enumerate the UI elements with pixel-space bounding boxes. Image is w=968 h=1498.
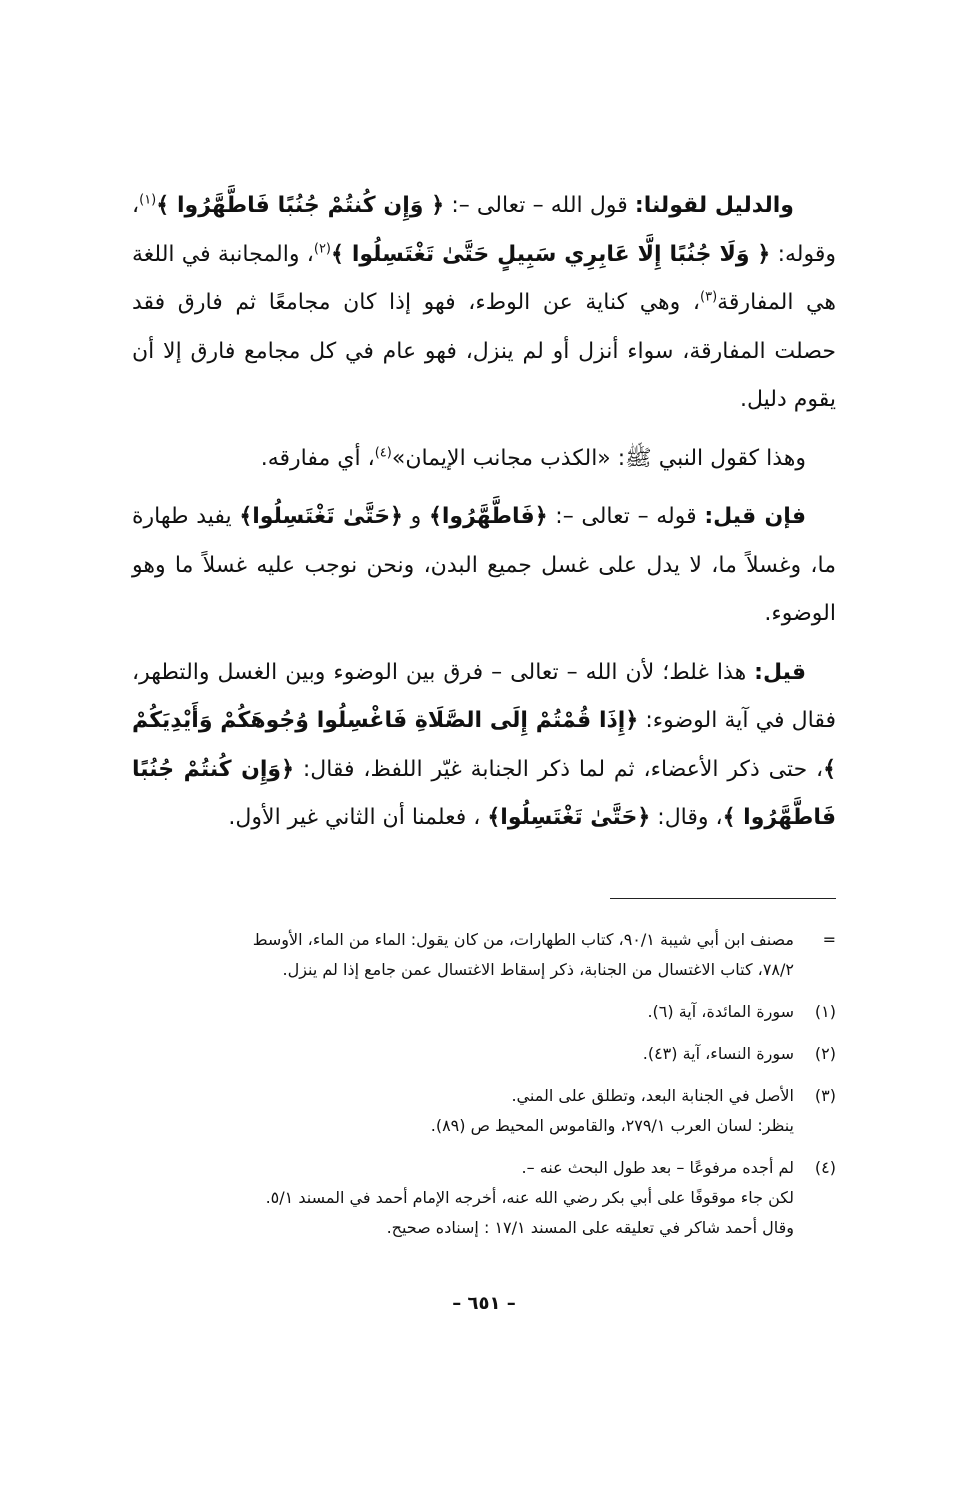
quran-quote: ﴿حَتَّىٰ تَغْتَسِلُوا﴾ [239, 504, 403, 529]
paragraph-objection [132, 493, 836, 639]
text-run: ، أي مفارقه. [260, 445, 375, 471]
footnote-line: وقال أحمد شاكر في تعليقه على المسند ١٧/١ : إسناده صحيح. [386, 1218, 794, 1237]
quran-quote: ﴿فَاطَّهَّرُوا﴾ [428, 504, 548, 529]
text-run: قوله – تعالى –: [547, 504, 705, 529]
quran-quote: ﴿ وَإِن كُنتُمْ جُنُبًا فَاطَّهَّرُوا ﴾ [156, 193, 445, 218]
footnote-ref[interactable]: (١) [139, 192, 157, 208]
footnote-number: (٣) [814, 1086, 836, 1105]
footnote-number: (١) [814, 1002, 836, 1021]
footnote-line: لم أجده مرفوعًا – بعد طول البحث عنه –. [521, 1158, 794, 1177]
footnote-line: مصنف ابن أبي شيبة ٩٠/١، كتاب الطهارات، من كان يقول: الماء من الماء، الأوسط [252, 930, 794, 949]
quran-quote: ﴿حَتَّىٰ تَغْتَسِلُوا﴾ [487, 805, 651, 830]
lead-phrase: والدليل لقولنا: [634, 193, 794, 218]
paragraph-evidence [132, 182, 836, 425]
footnote-ref[interactable]: (٢) [313, 241, 331, 257]
text-run: ، فعلمنا أن الثاني غير الأول. [228, 805, 488, 830]
footnote-line: ٧٨/٢، كتاب الاغتسال من الجنابة، ذكر إسقاط الاغتسال عمن جامع إذا لم ينزل. [282, 960, 794, 979]
quran-quote: ﴿إِذَا قُمْتُمْ إِلَى الصَّلَاةِ فَاغْسِلُوا وُجُوهَكُمْ وَأَيْدِيَكُمْ ﴾ [132, 708, 836, 782]
lead-phrase: فإن قيل: [704, 504, 806, 529]
footnote-line: سورة النساء، آية (٤٣). [642, 1044, 794, 1063]
footnote-ref[interactable]: (٣) [700, 289, 718, 305]
footnote-line: ينظر: لسان العرب ٢٧٩/١، والقاموس المحيط ص (٨٩). [430, 1116, 794, 1135]
footnote-1 [132, 997, 836, 1027]
text-run: ، وقال: [650, 805, 723, 830]
main-text [132, 182, 836, 853]
text-run: يفيد طهارة ما، وغسلاً ما، لا يدل على غسل جميع البدن، ونحن نوجب عليه غسلاً ما وهو الوضوء. [132, 504, 836, 626]
footnote-number: (٢) [814, 1044, 836, 1063]
footnote-continued [132, 925, 836, 985]
footnote-line: سورة المائدة، آية (٦). [647, 1002, 794, 1021]
footnote-ref[interactable]: (٤) [374, 445, 392, 461]
footnote-3 [132, 1081, 836, 1141]
footnote-4 [132, 1153, 836, 1243]
quran-quote: ﴿ وَلَا جُنُبًا إِلَّا عَابِرِي سَبِيلٍ حَتَّىٰ تَغْتَسِلُوا ﴾ [331, 241, 771, 267]
footnote-line: لكن جاء موقوفًا على أبي بكر رضي الله عنه، أخرجه الإمام أحمد في المسند ٥/١. [265, 1188, 794, 1207]
text-run: وهذا كقول النبي ﷺ: «الكذب مجانب الإيمان» [391, 445, 806, 471]
text-run: ، وهي كناية عن الوطء، فهو إذا كان مجامعًا ثم فارق فقد حصلت المفارقة، سواء أنزل أو لم ينزل، فهو عام في كل مجامع فارق إلا أن يقوم دليل. [132, 290, 836, 412]
lead-phrase: قيل: [754, 659, 806, 685]
text-run: قول الله – تعالى –: [444, 193, 635, 218]
paragraph-hadith [132, 435, 836, 484]
footnote-divider [610, 898, 836, 899]
paragraph-reply [132, 649, 836, 843]
text-run: ، والمجانبة في اللغة هي المفارقة [132, 241, 836, 315]
footnote-line: الأصل في الجنابة البعد، وتطلق على المني. [511, 1086, 794, 1105]
quran-quote: ﴿وَإِن كُنتُمْ جُنُبًا فَاطَّهَّرُوا ﴾ [132, 756, 836, 830]
page-number: – ٦٥١ – [452, 1293, 516, 1314]
text-run: هذا غلط؛ لأن الله – تعالى – فرق بين الوضوء وبين الغسل والتطهر، فقال في آية الوضوء: [132, 659, 836, 733]
text-run: و [402, 504, 429, 529]
text-run: ، وقوله: [132, 193, 836, 267]
continuation-marker: = [822, 930, 836, 949]
text-run: ، حتى ذكر الأعضاء، ثم لما ذكر الجنابة غيّر اللفظ، فقال: [293, 756, 824, 782]
footnote-2 [132, 1039, 836, 1069]
footnote-number: (٤) [814, 1158, 836, 1177]
footnotes [132, 925, 836, 1255]
